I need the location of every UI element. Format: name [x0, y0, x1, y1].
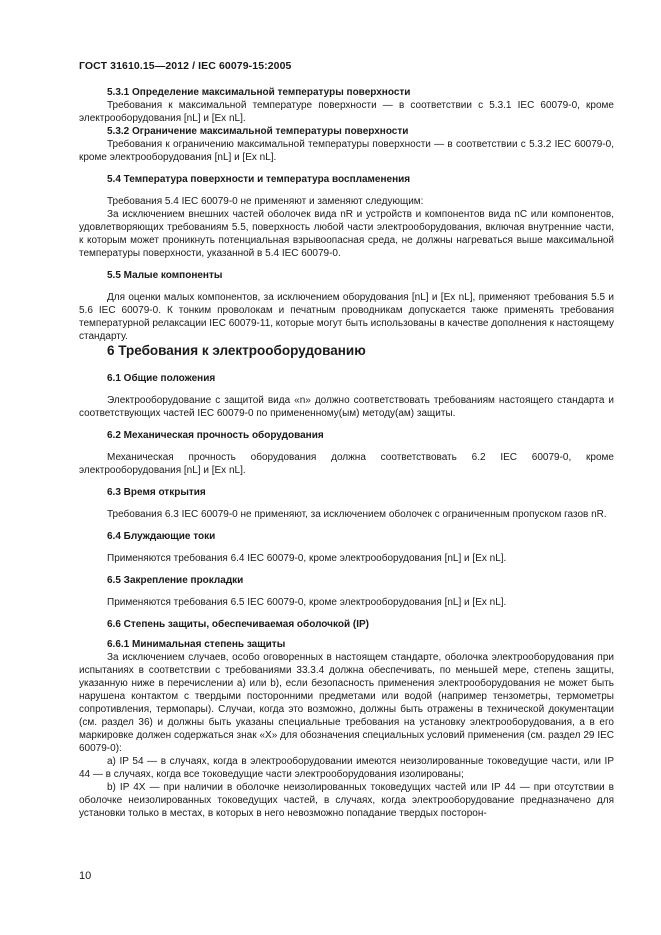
paragraph-6-2: Механическая прочность оборудования должна соответствовать 6.2 IEC 60079-0, кроме электрооборудования [nL] и [Ex nL].: [79, 452, 614, 476]
document-body: [79, 86, 614, 820]
heading-5-3-2: 5.3.2 Ограничение максимальной температуры поверхности: [107, 126, 409, 137]
heading-6-1: 6.1 Общие положения: [107, 373, 216, 384]
paragraph-5-3-2: Требования к ограничению максимальной температуры поверхности — в соответствии с 5.3.2 IEC 60079-0, кроме электрооборудования [nL] и [Ex nL].: [79, 139, 614, 163]
heading-6-3: 6.3 Время открытия: [107, 487, 206, 498]
paragraph-5-4-intro: Требования 5.4 IEC 60079-0 не применяют и заменяют следующим:: [107, 196, 424, 207]
paragraph-6-3: Требования 6.3 IEC 60079-0 не применяют, за исключением оболочек с ограниченным пропуском газов nR.: [107, 509, 607, 520]
heading-5-5: 5.5 Малые компоненты: [107, 270, 223, 281]
paragraph-5-5: Для оценки малых компонентов, за исключением оборудования [nL] и [Ex nL], применяют требования 5.5 и 5.6 IEC 60079-0. К тонким проволокам и печатным проводникам допускается также применять требования температурной релаксации IEC 60079-11, которые могут быть использованы в качестве дополнения к настоящему стандарту.: [79, 292, 614, 342]
heading-5-4: 5.4 Температура поверхности и температура воспламенения: [107, 174, 411, 185]
heading-6-4: 6.4 Блуждающие токи: [107, 531, 216, 542]
paragraph-6-5: Применяются требования 6.5 IEC 60079-0, кроме электрооборудования [nL] и [Ex nL].: [107, 597, 507, 608]
heading-6-6: 6.6 Степень защиты, обеспечиваемая оболочкой (IP): [107, 619, 369, 630]
paragraph-6-4: Применяются требования 6.4 IEC 60079-0, кроме электрооборудования [nL] и [Ex nL].: [107, 553, 507, 564]
heading-6-6-1: 6.6.1 Минимальная степень защиты: [107, 639, 286, 650]
paragraph-5-4: За исключением внешних частей оболочек вида nR и устройств и компонентов вида nC или компонентов, удовлетворяющих требованиям 5.5, поверхность любой части электрооборудования, включая внутренние части, к которым может проникнуть потенциальная взрывоопасная среда, не должны нагреваться выше максимальной температуры поверхности, указанной в 5.4 IEC 60079-0.: [79, 209, 614, 259]
list-item-b: b) IP 4X — при наличии в оболочке неизолированных токоведущих частей или IP 44 — при отсутствии в оболочке неизолированных токоведущих частей, в случаях, когда электрооборудование предназначено для установки только в местах, в которых в него невозможно попадание твердых посторон-: [79, 782, 614, 819]
paragraph-6-6-1: За исключением случаев, особо оговоренных в настоящем стандарте, оболочка электрооборудования при испытаниях в соответствии с требованиями 33.3.4 должна обеспечивать, по меньшей мере, степень защиты, указанную ниже в перечислении a) или b), если безопасность применения электрооборудования не может быть нарушена контактом с твердыми посторонними предметами или водой (например тензометры, термометры сопротивления, термопары). Случаи, когда это возможно, должны быть отражены в технической документации (см. раздел 36) и должны быть указаны специальные требования на установку электрооборудования, а в его маркировке должен содержаться знак «X» для обозначения специальных условий применения (см. раздел 29 IEC 60079-0):: [79, 652, 614, 754]
heading-6-2: 6.2 Механическая прочность оборудования: [107, 430, 324, 441]
page-number: 10: [79, 870, 92, 882]
document-header: ГОСТ 31610.15—2012 / IEC 60079-15:2005: [79, 60, 292, 72]
heading-5-3-1: 5.3.1 Определение максимальной температуры поверхности: [107, 87, 411, 98]
heading-6-5: 6.5 Закрепление прокладки: [107, 575, 244, 586]
section-6-title: 6 Требования к электрооборудованию: [107, 343, 366, 358]
paragraph-6-1: Электрооборудование с защитой вида «n» должно соответствовать требованиям настоящего стандарта и соответствующих частей IEC 60079-0 по примененному(ым) методу(ам) защиты.: [79, 395, 614, 419]
list-item-a: a) IP 54 — в случаях, когда в электрооборудовании имеются неизолированные токоведущие части, или IP 44 — в случаях, когда все токоведущие части электрооборудования изолированы;: [79, 756, 614, 780]
paragraph-5-3-1: Требования к максимальной температуре поверхности — в соответствии с 5.3.1 IEC 60079-0, кроме электрооборудования [nL] и [Ex nL].: [79, 100, 614, 124]
